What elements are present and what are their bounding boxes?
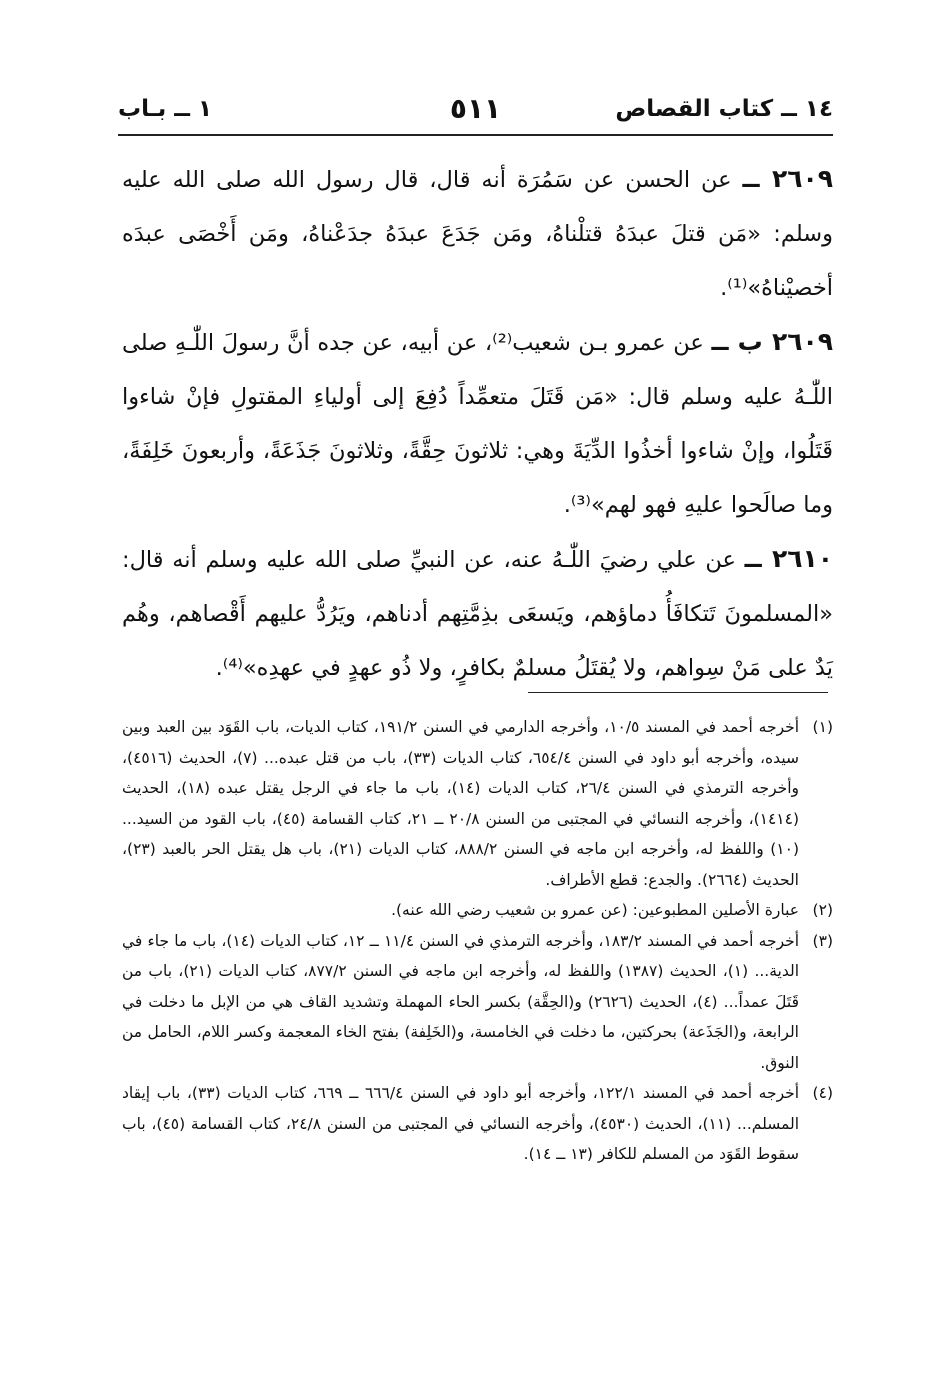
footnote-3 xyxy=(122,926,833,1079)
footnote-number: (١) xyxy=(812,718,833,736)
page-number: ٥١١ xyxy=(449,92,502,125)
hadith-body xyxy=(122,152,833,695)
footnote-text: أخرجه أحمد في المسند ١٠/٥، وأخرجه الدارمي في السنن ١٩١/٢، كتاب الديات، باب القَوَد بين العبد وبين سيده، وأخرجه أبو داود في السنن ٦٥٤/٤، كتاب الديات (٣٣)، باب من قتل عبده... (٧)، الحديث (٤٥١٦)، وأخرجه الترمذي في السنن ٢٦/٤، كتاب الديات (١٤)، باب ما جاء في الرجل يقتل عبده (١٨)، الحديث (١٤١٤)، وأخرجه النسائي في المجتبى من السنن ٢٠/٨ ــ ٢١، كتاب القسامة (٤٥)، باب القود من السيد... (١٠) واللفظ له، وأخرجه ابن ماجه في السنن ٨٨٨/٢، كتاب الديات (٢١)، باب هل يقتل الحر بالعبد (٢٣)، الحديث (٢٦٦٤). والجدع: قطع الأطراف. xyxy=(122,718,800,889)
footnote-1 xyxy=(122,712,833,895)
footnote-text: أخرجه أحمد في المسند ١٨٣/٢، وأخرجه الترمذي في السنن ١١/٤ ــ ١٢، كتاب الديات (١٤)، باب ما جاء في الدية... (١)، الحديث (١٣٨٧) واللفظ له، وأخرجه ابن ماجه في السنن ٨٧٧/٢، كتاب الديات (٢١)، باب من قَتَلَ عمداً... (٤)، الحديث (٢٦٢٦) و(الحِقَّة) بكسر الحاء المهملة وتشديد القاف هي من الإبل ما دخلت في الرابعة، و(الجَذَعة) بحركتين، ما دخلت في الخامسة، و(الخَلِفة) بفتح الخاء المعجمة وكسر اللام، الحامل من النوق. xyxy=(122,931,800,1072)
hadith-text: عن الحسن عن سَمُرَة أنه قال، قال رسول الله صلى الله عليه وسلم: «مَن قتلَ عبدَهُ قتلْناهُ، ومَن جَدَعَ عبدَهُ جدَعْناهُ، ومَن أَخْصَى عبدَه أخصيْناهُ»⁽¹⁾. xyxy=(122,167,833,301)
footnote-number: (٤) xyxy=(812,1084,833,1102)
hadith-2609b xyxy=(122,315,833,532)
chapter-title: ١٤ ــ كتاب القصاص xyxy=(615,96,833,122)
footnote-number: (٢) xyxy=(812,901,833,919)
hadith-text: عن عمرو بـن شعيب⁽²⁾، عن أبيه، عن جده أنَّ رسولَ اللّٰـهِ صلى اللّٰـهُ عليه وسلم قال: «مَن قَتَلَ متعمِّداً دُفِعَ إلى أولياءِ المقتولِ فإنْ شاءوا قَتَلُوا، وإنْ شاءوا أخذُوا الدِّيَةَ وهي: ثلاثونَ حِقَّةً، وثلاثونَ جَذَعَةً، وأربعونَ خَلِفَةً، وما صالَحوا عليهِ فهو لهم»⁽³⁾. xyxy=(122,330,833,518)
section-title: ١ ــ بـاب xyxy=(118,96,213,122)
footnote-number: (٣) xyxy=(812,931,833,950)
footnote-text: عبارة الأصلين المطبوعين: (عن عمرو بن شعيب رضي الله عنه). xyxy=(391,901,799,919)
running-header xyxy=(118,92,833,132)
hadith-2609 xyxy=(122,152,833,315)
hadith-number: ٢٦٠٩ ب ــ xyxy=(711,327,833,356)
footnote-4 xyxy=(122,1078,833,1170)
hadith-2610 xyxy=(122,532,833,695)
footnote-text: أخرجه أحمد في المسند ١٢٢/١، وأخرجه أبو داود في السنن ٦٦٦/٤ ــ ٦٦٩، كتاب الديات (٣٣)، باب إيقاد المسلم... (١١)، الحديث (٤٥٣٠)، وأخرجه النسائي في المجتبى من السنن ٢٤/٨، كتاب القسامة (٤٥)، باب سقوط القَوَد من المسلم للكافر (١٣ ــ ١٤). xyxy=(122,1084,800,1163)
hadith-number: ٢٦٠٩ ــ xyxy=(742,164,834,193)
hadith-text: عن علي رضيَ اللّٰـهُ عنه، عن النبيِّ صلى الله عليه وسلم أنه قال: «المسلمونَ تَتكافَأُ دماؤهم، ويَسعَى بذِمَّتِهم أدناهم، ويَرُدُّ عليهم أَقْصاهم، وهُم يَدٌ على مَنْ سِواهم، ولا يُقتَلُ مسلمٌ بكافرٍ، ولا ذُو عهدٍ في عهدِه»⁽⁴⁾. xyxy=(122,547,833,681)
footnote-separator xyxy=(528,692,828,693)
footnote-2 xyxy=(122,895,833,926)
footnotes xyxy=(122,712,833,1170)
header-rule xyxy=(118,134,833,136)
hadith-number: ٢٦١٠ ــ xyxy=(744,544,833,573)
